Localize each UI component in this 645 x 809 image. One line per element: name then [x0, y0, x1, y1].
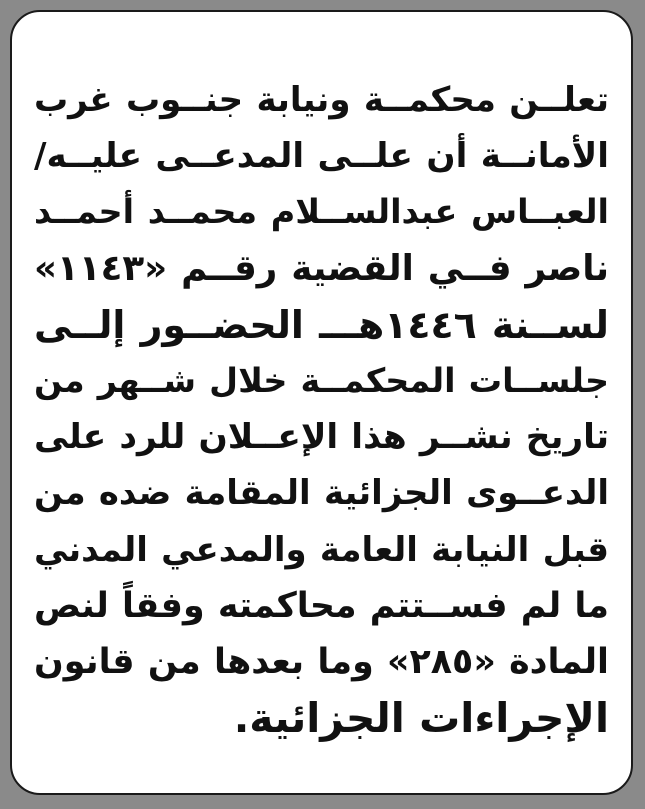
notice-line: الدعــوى الجزائية المقامة ضده من — [34, 473, 609, 514]
notice-text — [34, 72, 609, 746]
notice-frame — [10, 10, 633, 795]
notice-line: جلســات المحكمــة خلال شــهر من — [34, 360, 609, 400]
notice-line: ناصر فــي القضية رقــم «١١٤٣» — [34, 247, 609, 289]
notice-line: الأمانــة أن علــى المدعــى عليــه/ — [34, 136, 609, 177]
notice-line: ما لم فســتتم محاكمته وفقاً لنص — [34, 585, 609, 626]
notice-line: لســنة ١٤٤٦هـــ الحضــور إلــى — [34, 302, 609, 347]
notice-line: تعلــن محكمــة ونيابة جنــوب غرب — [34, 80, 609, 120]
notice-line: تاريخ نشــر هذا الإعــلان للرد على — [34, 417, 609, 458]
notice-line: الإجراءات الجزائية. — [233, 694, 609, 743]
notice-line: قبل النيابة العامة والمدعي المدني — [34, 529, 609, 570]
notice-line: المادة «٢٨٥» وما بعدها من قانون — [34, 641, 609, 682]
notice-line: العبــاس عبدالســلام محمــد أحمــد — [34, 192, 609, 232]
